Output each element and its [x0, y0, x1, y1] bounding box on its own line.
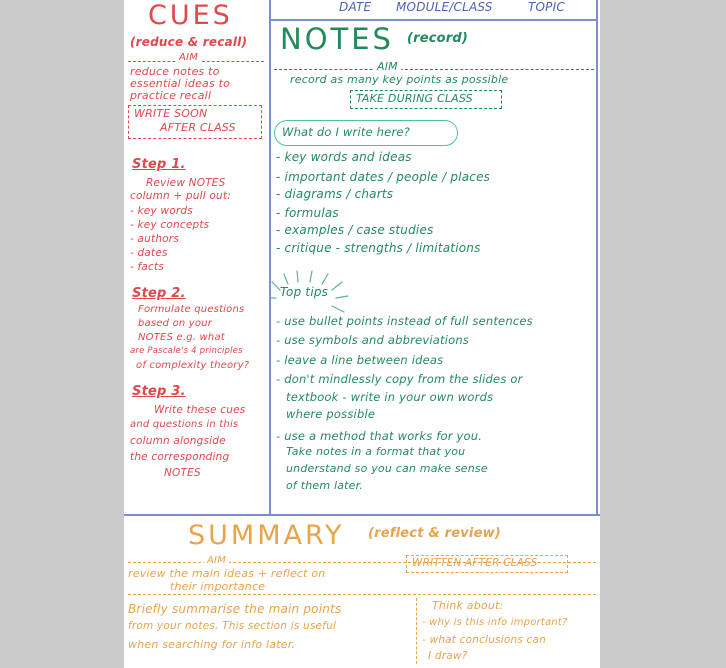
summary-body-line: when searching for info later.	[128, 638, 296, 651]
step2-title: Step 2.	[132, 286, 186, 301]
notes-item: - formulas	[276, 206, 339, 220]
notes-item: - key words and ideas	[276, 150, 412, 164]
what-to-write-label: What do I write here?	[282, 125, 410, 139]
tip-line: where possible	[286, 407, 376, 421]
step1-line: Review NOTES	[146, 177, 226, 189]
cues-aim-line: reduce notes to	[130, 65, 220, 78]
step2-line: Formulate questions	[138, 304, 245, 315]
written-after-class-label: WRITTEN AFTER CLASS	[412, 557, 538, 569]
cues-aim-line: practice recall	[130, 89, 212, 102]
step1-line: - key words	[130, 205, 193, 217]
think-about-divider	[416, 598, 417, 664]
tip-line: - use symbols and abbreviations	[276, 333, 470, 347]
tip-line: - use a method that works for you.	[276, 429, 483, 443]
step2-line: are Pascale's 4 principles	[130, 346, 243, 356]
notes-aim-label: AIM	[374, 60, 401, 73]
summary-aim-line: their importance	[170, 580, 266, 593]
cues-title: CUES	[148, 0, 233, 31]
tip-line: Take notes in a format that you	[286, 445, 466, 458]
step3-line: column alongside	[130, 435, 226, 447]
summary-aim-line: review the main ideas + reflect on	[128, 567, 326, 580]
step3-line: Write these cues	[154, 404, 246, 416]
write-soon-line: AFTER CLASS	[160, 121, 236, 134]
step1-line: column + pull out:	[130, 190, 231, 202]
cues-aim-line: essential ideas to	[130, 77, 231, 90]
notes-item: - examples / case studies	[276, 223, 434, 237]
think-about-line: - why is this info important?	[422, 617, 568, 628]
tip-line: - leave a line between ideas	[276, 353, 444, 367]
step1-line: - key concepts	[130, 219, 210, 231]
think-about-line: I draw?	[428, 650, 468, 662]
notes-item: - important dates / people / places	[276, 170, 491, 184]
step1-line: - dates	[130, 247, 168, 259]
notes-item: - critique - strengths / limitations	[276, 241, 481, 255]
header-topic: TOPIC	[528, 0, 565, 14]
think-about-label: Think about:	[432, 599, 504, 612]
notes-item: - diagrams / charts	[276, 187, 394, 201]
summary-title: SUMMARY	[188, 520, 345, 551]
header-divider	[270, 19, 598, 21]
write-soon-line: WRITE SOON	[134, 107, 208, 120]
notes-subtitle: (record)	[407, 31, 469, 46]
tip-line: - use bullet points instead of full sentences	[276, 314, 533, 328]
notes-aim-line: record as many key points as possible	[290, 73, 509, 86]
step3-line: the corresponding	[130, 451, 230, 463]
step3-line: NOTES	[164, 467, 201, 479]
cues-subtitle: (reduce & recall)	[130, 35, 248, 49]
step1-title: Step 1.	[132, 157, 186, 172]
take-during-class-label: TAKE DURING CLASS	[356, 92, 473, 105]
notes-title: NOTES	[280, 22, 394, 56]
tip-line: - don't mindlessly copy from the slides or	[276, 372, 523, 386]
tips-label: Top tips	[280, 285, 329, 299]
summary-aim-label: AIM	[204, 555, 229, 566]
summary-body-line: Briefly summarise the main points	[128, 602, 342, 616]
header-date: DATE	[339, 0, 372, 14]
step1-line: - authors	[130, 233, 179, 245]
tip-line: textbook - write in your own words	[286, 390, 494, 404]
step3-title: Step 3.	[132, 384, 186, 399]
step2-line: NOTES e.g. what	[138, 332, 225, 343]
step3-line: and questions in this	[130, 419, 239, 430]
notes-aim-rule	[274, 69, 594, 70]
summary-subtitle: (reflect & review)	[368, 526, 501, 541]
tip-line: of them later.	[286, 479, 364, 492]
summary-divider	[124, 514, 600, 516]
step2-line: of complexity theory?	[136, 360, 250, 371]
think-about-line: - what conclusions can	[422, 634, 546, 646]
notes-right-border	[596, 0, 598, 516]
header-module: MODULE/CLASS	[396, 0, 493, 14]
cornell-notes-sheet	[124, 0, 600, 668]
step1-line: - facts	[130, 261, 165, 273]
tip-line: understand so you can make sense	[286, 462, 488, 475]
cues-notes-divider	[269, 0, 271, 516]
summary-body-line: from your notes. This section is useful	[128, 620, 337, 632]
step2-line: based on your	[138, 318, 213, 329]
summary-lower-rule	[128, 594, 596, 595]
cues-aim-label: AIM	[176, 52, 201, 63]
